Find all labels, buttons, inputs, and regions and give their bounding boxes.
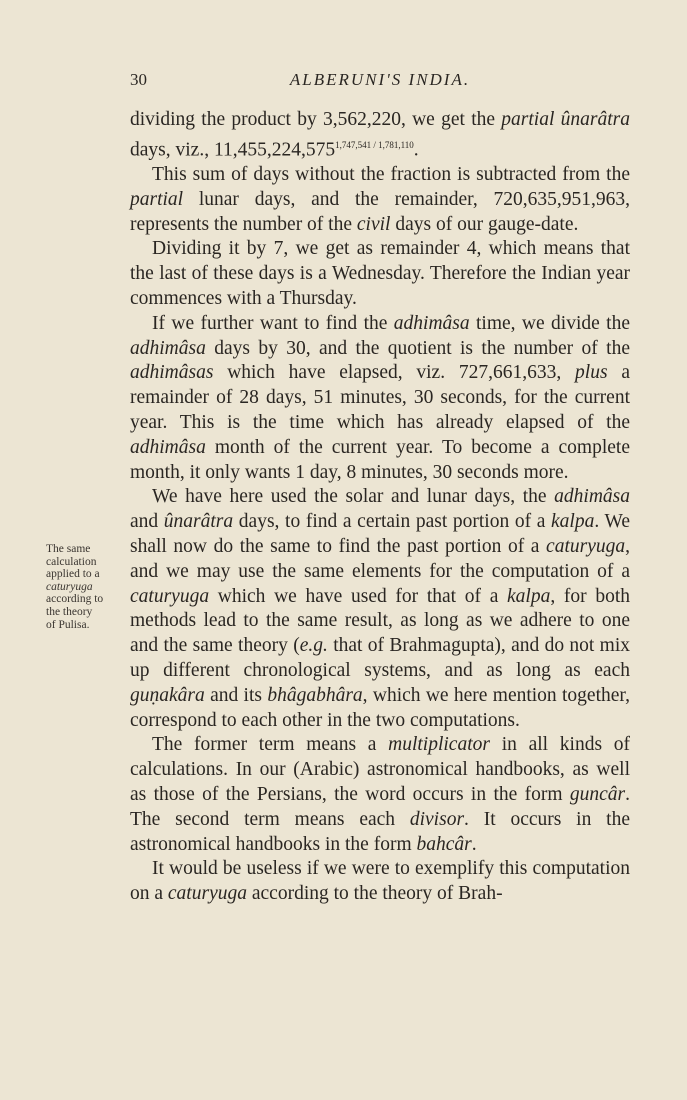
body-text <box>130 108 630 907</box>
marginal-note-line: of Pulisa. <box>46 618 90 631</box>
page-header <box>130 68 630 94</box>
paragraph-6: The former term means a multiplicator in all kinds of calculations. In our (Arabic) astronomical handbooks, as well as those of the Persians, the word occurs in the form guncâr. The second term means each divisor. It occurs in the astronomical handbooks in the form bahcâr. <box>130 734 630 855</box>
marginal-note-line: applied to a <box>46 568 100 581</box>
marginal-note-line: the theory <box>46 605 93 618</box>
running-title: ALBERUNI'S INDIA. <box>289 70 471 89</box>
marginal-note-line: according to <box>46 593 104 606</box>
fraction: 1,747,541 / 1,781,110 <box>335 139 414 150</box>
paragraph-7: It would be useless if we were to exemplify this computation on a caturyuga according to the theory of Brah- <box>130 858 630 905</box>
marginal-note-line: caturyuga <box>46 580 93 593</box>
paragraph-5: We have here used the solar and lunar days, the adhimâsa and ûnarâtra days, to find a certain past portion of a kalpa. We shall now do the same to find the past portion of a caturyuga, and we may use the same elements for the computation of a caturyuga which we have used for that of a kalpa, for both methods lead to the same result, as long as we adhere to one and the same theory (e.g. that of Brahmagupta), and do not mix up different chronological systems, and as long as each guṇakâra and its bhâgabhâra, which we here mention together, correspond to each other in the two computations. <box>130 486 631 731</box>
paragraph-4: If we further want to find the adhimâsa time, we divide the adhimâsa days by 30, and the quotient is the number of the adhimâsas which have elapsed, viz. 727,661,633, plus a remainder of 28 days, 51 minutes, 30 seconds, for the current year. This is the time which has already elapsed of the adhimâsa month of the current year. To become a complete month, it only wants 1 day, 8 minutes, 30 seconds more. <box>130 312 631 483</box>
marginal-note-line: calculation <box>46 555 97 568</box>
marginal-note <box>46 543 126 631</box>
page-number: 30 <box>130 70 147 89</box>
paragraph-2: This sum of days without the fraction is subtracted from the partial lunar days, and the remainder, 720,635,951,963, represents the number of the civil days of our gauge-date. <box>130 164 630 235</box>
marginal-note-line: The same <box>46 543 91 555</box>
paragraph-1: dividing the product by 3,562,220, we get the partial ûnarâtra days, viz., $11,455,224,575^{1,747,541 / 1,781,110}$. <box>130 109 631 161</box>
paragraph-3: Dividing it by 7, we get as remainder 4, which means that the last of these days is a Wednesday. Therefore the Indian year commences with a Thursday. <box>130 238 630 310</box>
